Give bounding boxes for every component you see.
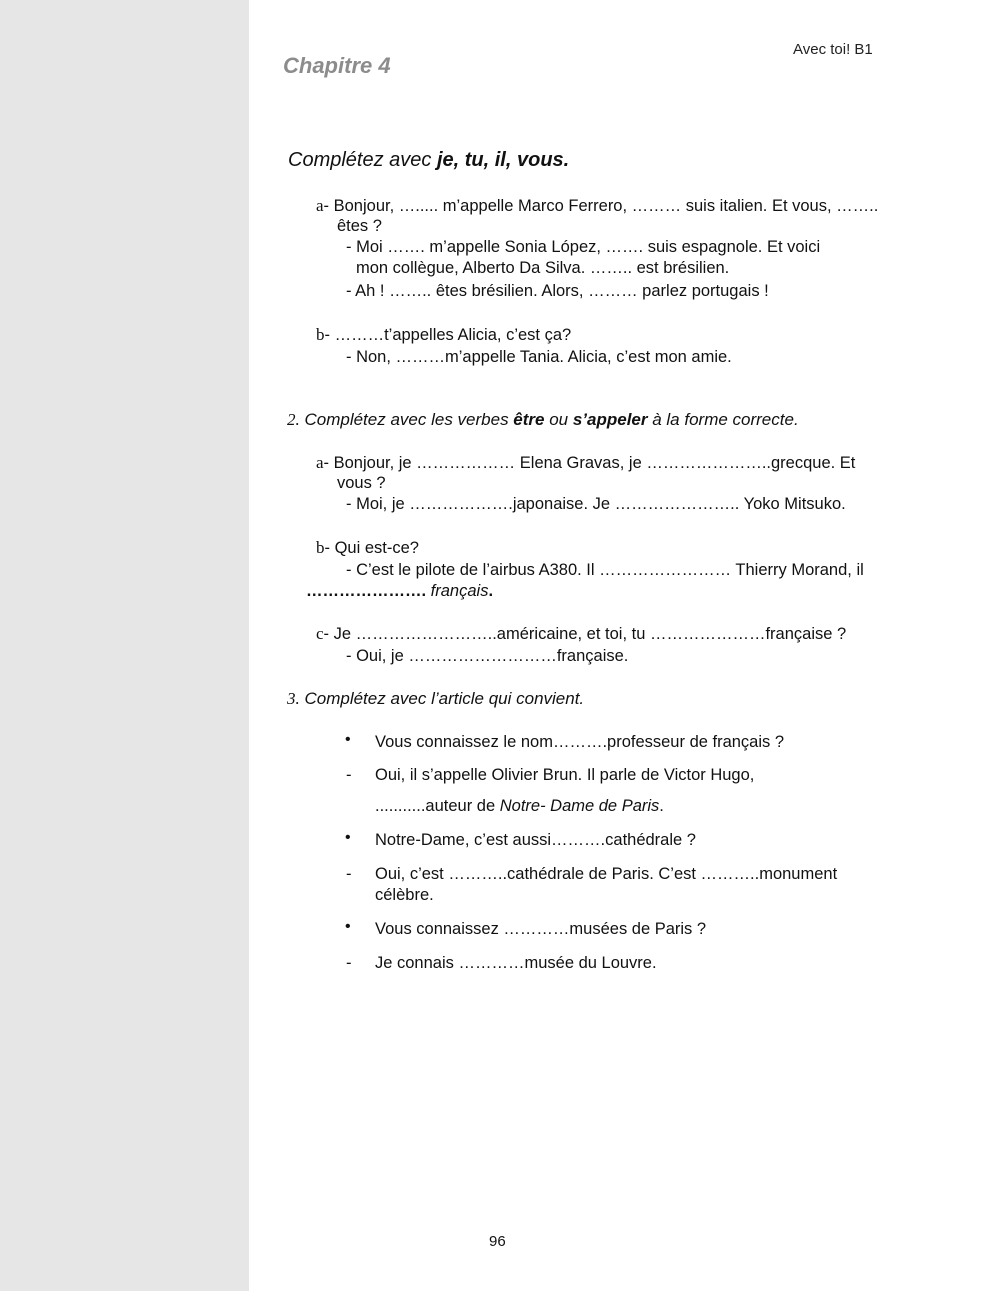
ex3-item-2-blank: ...........auteur de <box>375 797 500 815</box>
ex2-b-line-1 <box>316 538 419 558</box>
bullet-mark: • <box>345 731 351 748</box>
exercise-2-title-part-3: à la forme correcte. <box>647 410 799 429</box>
ex2-c-text-1: - Je ……………………..américaine, et toi, tu …………………française ? <box>323 625 847 643</box>
ex2-a-text-1: - Bonjour, je ……………… Elena Gravas, je …………………..grecque. Et <box>323 454 856 472</box>
ex3-item-6: Je connais …………musée du Louvre. <box>375 954 657 972</box>
ex3-item-2: Oui, il s’appelle Olivier Brun. Il parle de Victor Hugo, <box>375 766 755 784</box>
exercise-2-title-part-1: Complétez avec les verbes <box>299 410 514 429</box>
exercise-3-title <box>287 689 584 709</box>
ex2-b-word: français <box>430 582 489 600</box>
exercise-2-number: 2. <box>287 410 300 429</box>
ex1-b-line-2: - Non, ………m’appelle Tania. Alicia, c’est mon amie. <box>346 348 732 366</box>
ex2-c-letter: c <box>316 624 324 643</box>
exercise-3-number: 3. <box>287 689 300 708</box>
ex1-a-text-1: - Bonjour, …..... m’appelle Marco Ferrero, ……… suis italien. Et vous, …….. <box>323 197 879 215</box>
worksheet-page <box>249 0 1000 1291</box>
ex1-a-line-5: - Ah ! …….. êtes brésilien. Alors, ……… parlez portugais ! <box>346 282 769 300</box>
bullet-mark: • <box>345 829 351 846</box>
ex1-b-line-1 <box>316 325 571 345</box>
ex1-a-line-3: - Moi ……. m’appelle Sonia López, ……. suis espagnole. Et voici <box>346 238 821 256</box>
ex1-a-line-2: êtes ? <box>337 217 382 235</box>
ex1-b-text-1: - ………t’appelles Alicia, c’est ça? <box>324 326 572 344</box>
ex3-item-2-end: . <box>659 797 664 815</box>
exercise-2-verb-2: s’appeler <box>572 410 648 429</box>
ex1-a-letter: a <box>316 196 324 215</box>
exercise-3-title-text: Complétez avec l’article qui convient. <box>299 689 585 708</box>
ex3-item-2-book-title: Notre- Dame de Paris <box>499 797 660 815</box>
dash-mark: - <box>346 766 352 784</box>
ex1-a-line-4: mon collègue, Alberto Da Silva. …….. est brésilien. <box>356 259 730 277</box>
ex2-a-line-3: - Moi, je ……………….japonaise. Je ………………….. Yoko Mitsuko. <box>346 495 846 513</box>
ex2-b-end: . <box>488 582 494 600</box>
ex2-b-line-3 <box>306 582 493 601</box>
ex2-a-line-1 <box>316 453 855 473</box>
ex3-item-5: Vous connaissez …………musées de Paris ? <box>375 920 707 938</box>
ex3-item-3: Notre-Dame, c’est aussi……….cathédrale ? <box>375 831 696 849</box>
ex3-item-1: Vous connaissez le nom……….professeur de français ? <box>375 733 785 751</box>
book-title: Avec toi! B1 <box>793 41 873 58</box>
exercise-2-verb-1: être <box>513 410 545 429</box>
dash-mark: - <box>346 954 352 972</box>
ex3-item-4-cont: célèbre. <box>375 886 434 904</box>
chapter-heading: Chapitre 4 <box>283 53 391 78</box>
ex3-item-4: Oui, c’est ………..cathédrale de Paris. C’est ………..monument <box>375 865 838 883</box>
ex1-a-line-1 <box>316 196 878 216</box>
page-number: 96 <box>489 1233 506 1250</box>
ex1-b-letter: b <box>316 325 325 344</box>
ex2-a-line-2: vous ? <box>337 474 386 492</box>
bullet-mark: • <box>345 918 351 935</box>
ex3-item-2-cont <box>375 797 664 816</box>
exercise-2-title-part-2: ou <box>544 410 573 429</box>
exercise-1-title <box>288 149 569 172</box>
ex2-a-letter: a <box>316 453 324 472</box>
ex2-b-line-2: - C’est le pilote de l’airbus A380. Il …………………… Thierry Morand, il <box>346 561 864 579</box>
ex2-b-text-1: - Qui est-ce? <box>324 539 419 557</box>
exercise-1-pronouns: je, tu, il, vous. <box>436 149 570 171</box>
ex2-b-letter: b <box>316 538 325 557</box>
dash-mark: - <box>346 865 352 883</box>
left-margin-panel <box>0 0 249 1291</box>
ex2-c-line-2: - Oui, je ………………………française. <box>346 647 629 665</box>
ex2-b-blank: …………………. <box>306 582 431 600</box>
exercise-1-title-text: Complétez avec <box>288 149 437 171</box>
exercise-2-title <box>287 410 799 430</box>
ex2-c-line-1 <box>316 624 846 644</box>
